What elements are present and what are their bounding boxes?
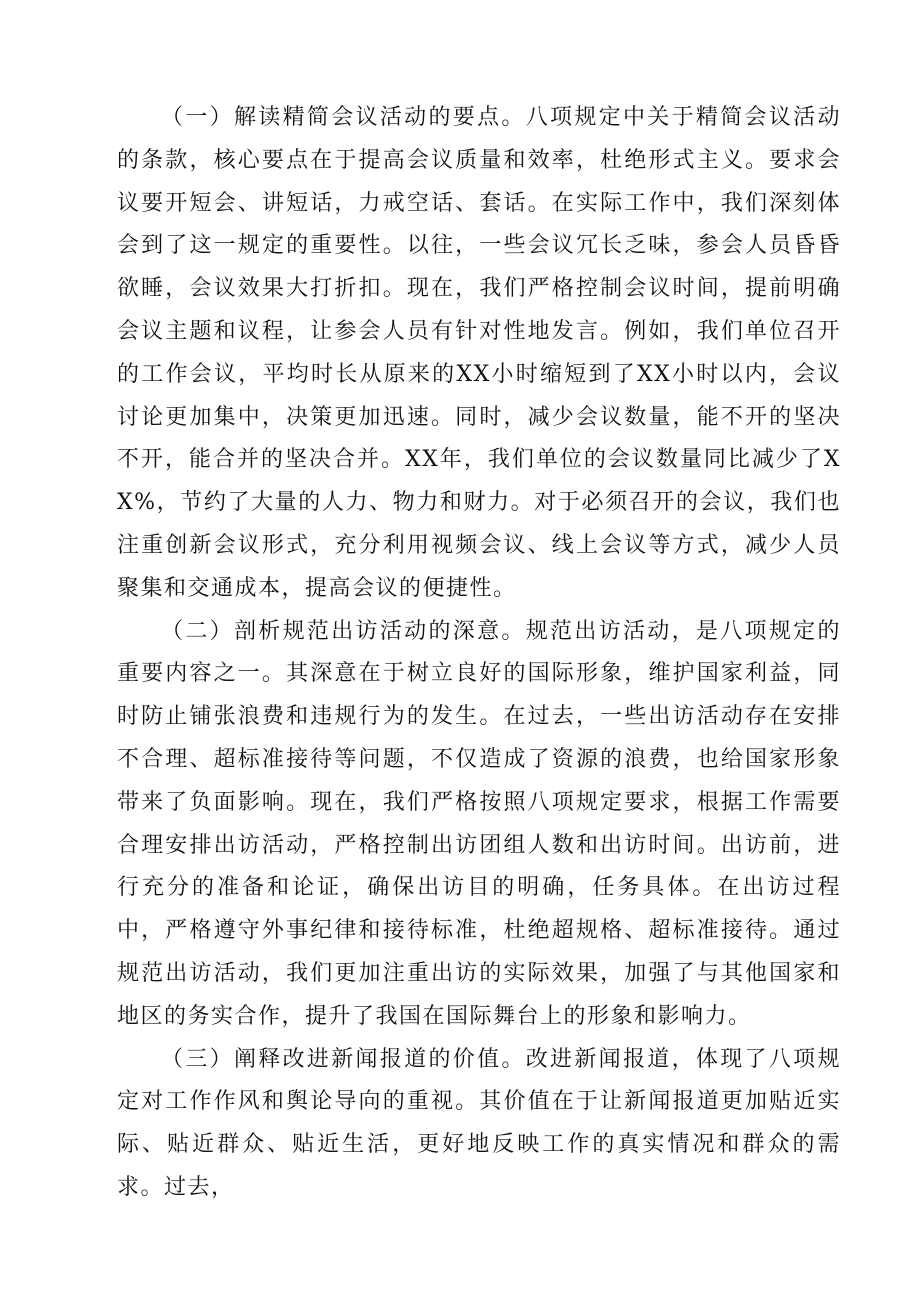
paragraph-meeting-streamlining: （一）解读精简会议活动的要点。八项规定中关于精简会议活动的条款，核心要点在于提高会议质量和效率，杜绝形式主义。要求会议要开短会、讲短话，力戒空话、套话。在实际工作中，我们深刻体会到了这一规定的重要性。以往，一些会议冗长乏味，参会人员昏昏欲睡，会议效果大打折扣。现在，我们严格控制会议时间，提前明确会议主题和议程，让参会人员有针对性地发言。例如，我们单位召开的工作会议，平均时长从原来的XX小时缩短到了XX小时以内，会议讨论更加集中，决策更加迅速。同时，减少会议数量，能不开的坚决不开，能合并的坚决合并。XX年，我们单位的会议数量同比减少了XX%，节约了大量的人力、物力和财力。对于必须召开的会议，我们也注重创新会议形式，充分利用视频会议、线上会议等方式，减少人员聚集和交通成本，提高会议的便捷性。 bbox=[117, 105, 841, 601]
paragraph-visit-regulation: （二）剖析规范出访活动的深意。规范出访活动，是八项规定的重要内容之一。其深意在于树立良好的国际形象，维护国家利益，同时防止铺张浪费和违规行为的发生。在过去，一些出访活动存在安排不合理、超标准接待等问题，不仅造成了资源的浪费，也给国家形象带来了负面影响。现在，我们严格按照八项规定要求，根据工作需要合理安排出访活动，严格控制出访团组人数和出访时间。出访前，进行充分的准备和论证，确保出访目的明确，任务具体。在出访过程中，严格遵守外事纪律和接待标准，杜绝超规格、超标准接待。通过规范出访活动，我们更加注重出访的实际效果，加强了与其他国家和地区的务实合作，提升了我国在国际舞台上的形象和影响力。 bbox=[117, 618, 841, 1029]
document-body bbox=[117, 97, 841, 1210]
paragraph-news-reporting: （三）阐释改进新闻报道的价值。改进新闻报道，体现了八项规定对工作作风和舆论导向的重视。其价值在于让新闻报道更加贴近实际、贴近群众、贴近生活，更好地反映工作的真实情况和群众的需求。过去， bbox=[117, 1046, 841, 1200]
